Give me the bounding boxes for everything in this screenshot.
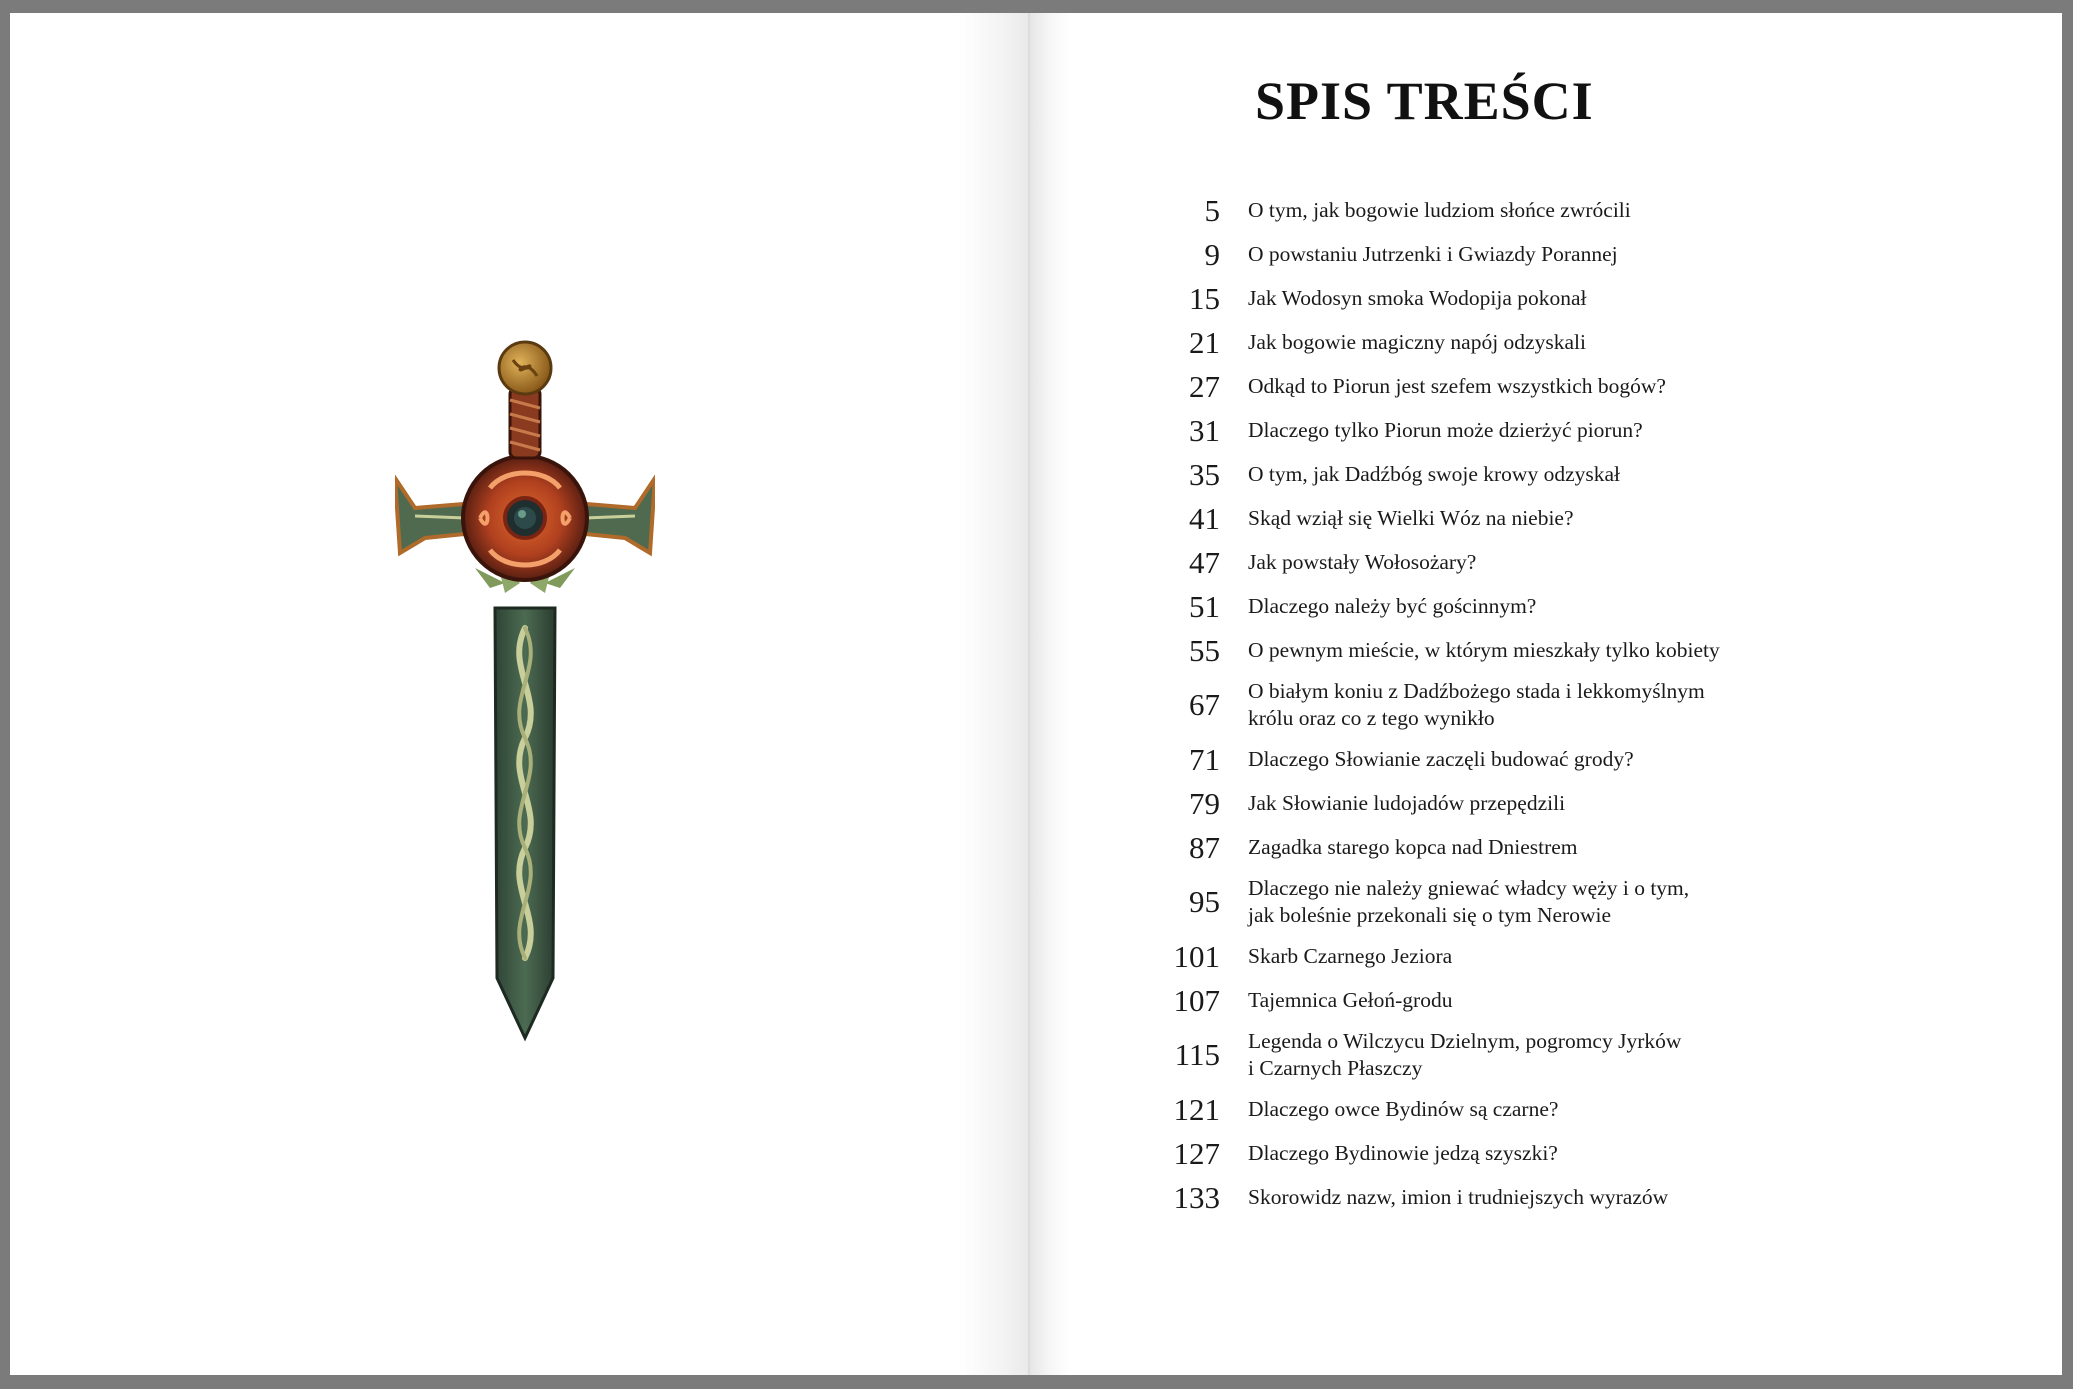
toc-list <box>1150 188 1770 1219</box>
toc-entry-title <box>1248 197 1631 224</box>
toc-entry[interactable] <box>1150 825 1770 869</box>
toc-entry-title-line: O pewnym mieście, w którym mieszkały tylko kobiety <box>1248 637 1720 662</box>
toc-entry-title <box>1248 285 1587 312</box>
toc-page-number: 67 <box>1189 687 1220 722</box>
toc-entry-title-line: Dlaczego należy być gościnnym? <box>1248 593 1537 618</box>
toc-page-number: 21 <box>1189 324 1220 360</box>
toc-entry[interactable] <box>1150 978 1770 1022</box>
toc-entry-title <box>1248 746 1634 773</box>
toc-entry-title-line: Legenda o Wilczycu Dzielnym, pogromcy Jyrków <box>1248 1028 1682 1053</box>
toc-entry-title <box>1248 1028 1681 1082</box>
toc-page-number: 27 <box>1189 368 1220 404</box>
toc-entry[interactable] <box>1150 1022 1770 1087</box>
toc-page-number: 47 <box>1189 544 1220 580</box>
toc-entry-title-line: Dlaczego nie należy gniewać władcy węży i o tym, <box>1248 875 1690 900</box>
toc-entry-title-line: Jak Słowianie ludojadów przepędzili <box>1248 790 1566 815</box>
toc-entry-title-line: O tym, jak Dadźbóg swoje krowy odzyskał <box>1248 461 1620 486</box>
toc-page-number: 5 <box>1204 192 1220 228</box>
toc-entry-title-line: Jak Wodosyn smoka Wodopija pokonał <box>1248 285 1587 310</box>
toc-entry-title <box>1248 1184 1668 1211</box>
toc-entry-title <box>1248 373 1666 400</box>
toc-entry-title <box>1248 241 1618 268</box>
toc-page-number: 107 <box>1173 982 1220 1018</box>
toc-entry-title <box>1248 1096 1558 1123</box>
toc-entry-title <box>1248 329 1586 356</box>
toc-entry[interactable] <box>1150 452 1770 496</box>
toc-entry-title-line: Odkąd to Piorun jest szefem wszystkich bogów? <box>1248 373 1666 398</box>
toc-entry-title-line: Tajemnica Gełoń-grodu <box>1248 987 1453 1012</box>
toc-entry[interactable] <box>1150 869 1770 934</box>
sword-icon <box>395 338 655 1058</box>
toc-entry[interactable] <box>1150 584 1770 628</box>
toc-entry-title <box>1248 461 1620 488</box>
toc-page-number: 133 <box>1173 1179 1220 1215</box>
toc-page-number: 35 <box>1189 456 1220 492</box>
toc-page-number: 101 <box>1173 938 1220 974</box>
toc-entry-title-line: Dlaczego tylko Piorun może dzierżyć piorun? <box>1248 417 1643 442</box>
toc-entry[interactable] <box>1150 320 1770 364</box>
toc-entry-title-line: i Czarnych Płaszczy <box>1248 1055 1423 1080</box>
toc-page-number: 55 <box>1189 632 1220 668</box>
toc-page-number: 15 <box>1189 280 1220 316</box>
toc-entry-title-line: Dlaczego Bydinowie jedzą szyszki? <box>1248 1140 1558 1165</box>
toc-entry-title-line: Jak powstały Wołosożary? <box>1248 549 1477 574</box>
toc-page-number: 31 <box>1189 412 1220 448</box>
toc-entry-title-line: O powstaniu Jutrzenki i Gwiazdy Porannej <box>1248 241 1618 266</box>
toc-entry-title <box>1248 593 1536 620</box>
toc-entry[interactable] <box>1150 672 1770 737</box>
toc-page-number: 95 <box>1189 884 1220 919</box>
toc-page-number: 9 <box>1204 236 1220 272</box>
toc-entry-title <box>1248 1140 1558 1167</box>
toc-entry-title <box>1248 987 1452 1014</box>
toc-page-number: 127 <box>1173 1135 1220 1171</box>
toc-entry-title-line: Skąd wziął się Wielki Wóz na niebie? <box>1248 505 1574 530</box>
toc-entry-title <box>1248 417 1643 444</box>
toc-entry-title-line: O tym, jak bogowie ludziom słońce zwrócili <box>1248 197 1631 222</box>
toc-entry-title-line: Zagadka starego kopca nad Dniestrem <box>1248 834 1578 859</box>
toc-entry[interactable] <box>1150 188 1770 232</box>
toc-entry-title-line: Skarb Czarnego Jeziora <box>1248 943 1453 968</box>
toc-page-number: 71 <box>1189 741 1220 777</box>
toc-entry[interactable] <box>1150 496 1770 540</box>
toc-entry-title <box>1248 637 1720 664</box>
toc-page-number: 121 <box>1173 1091 1220 1127</box>
toc-entry[interactable] <box>1150 364 1770 408</box>
toc-entry[interactable] <box>1150 934 1770 978</box>
toc-entry-title-line: królu oraz co z tego wynikło <box>1248 705 1495 730</box>
toc-entry-title-line: jak boleśnie przekonali się o tym Nerowie <box>1248 902 1612 927</box>
toc-entry-title-line: O białym koniu z Dadźbożego stada i lekkomyślnym <box>1248 678 1705 703</box>
toc-entry-title-line: Jak bogowie magiczny napój odzyskali <box>1248 329 1586 354</box>
toc-entry[interactable] <box>1150 1087 1770 1131</box>
toc-entry-title-line: Skorowidz nazw, imion i trudniejszych wyrazów <box>1248 1184 1669 1209</box>
toc-page-number: 115 <box>1174 1037 1220 1072</box>
toc-entry[interactable] <box>1150 276 1770 320</box>
toc-page-number: 79 <box>1189 785 1220 821</box>
toc-entry-title <box>1248 549 1476 576</box>
toc-entry[interactable] <box>1150 232 1770 276</box>
toc-entry[interactable] <box>1150 1131 1770 1175</box>
toc-page-number: 87 <box>1189 829 1220 865</box>
toc-entry-title <box>1248 505 1574 532</box>
toc-title: SPIS TREŚCI <box>1255 71 1594 131</box>
toc-entry-title <box>1248 790 1565 817</box>
toc-entry-title <box>1248 678 1705 732</box>
toc-entry-title <box>1248 834 1578 861</box>
toc-entry[interactable] <box>1150 540 1770 584</box>
toc-entry[interactable] <box>1150 781 1770 825</box>
toc-page-number: 41 <box>1189 500 1220 536</box>
toc-entry[interactable] <box>1150 408 1770 452</box>
toc-entry[interactable] <box>1150 737 1770 781</box>
toc-page-number: 51 <box>1189 588 1220 624</box>
left-page <box>10 13 1030 1375</box>
toc-entry-title <box>1248 875 1689 929</box>
toc-entry-title-line: Dlaczego Słowianie zaczęli budować grody? <box>1248 746 1634 771</box>
toc-entry-title-line: Dlaczego owce Bydinów są czarne? <box>1248 1096 1559 1121</box>
toc-entry[interactable] <box>1150 628 1770 672</box>
toc-entry[interactable] <box>1150 1175 1770 1219</box>
toc-entry-title <box>1248 943 1452 970</box>
